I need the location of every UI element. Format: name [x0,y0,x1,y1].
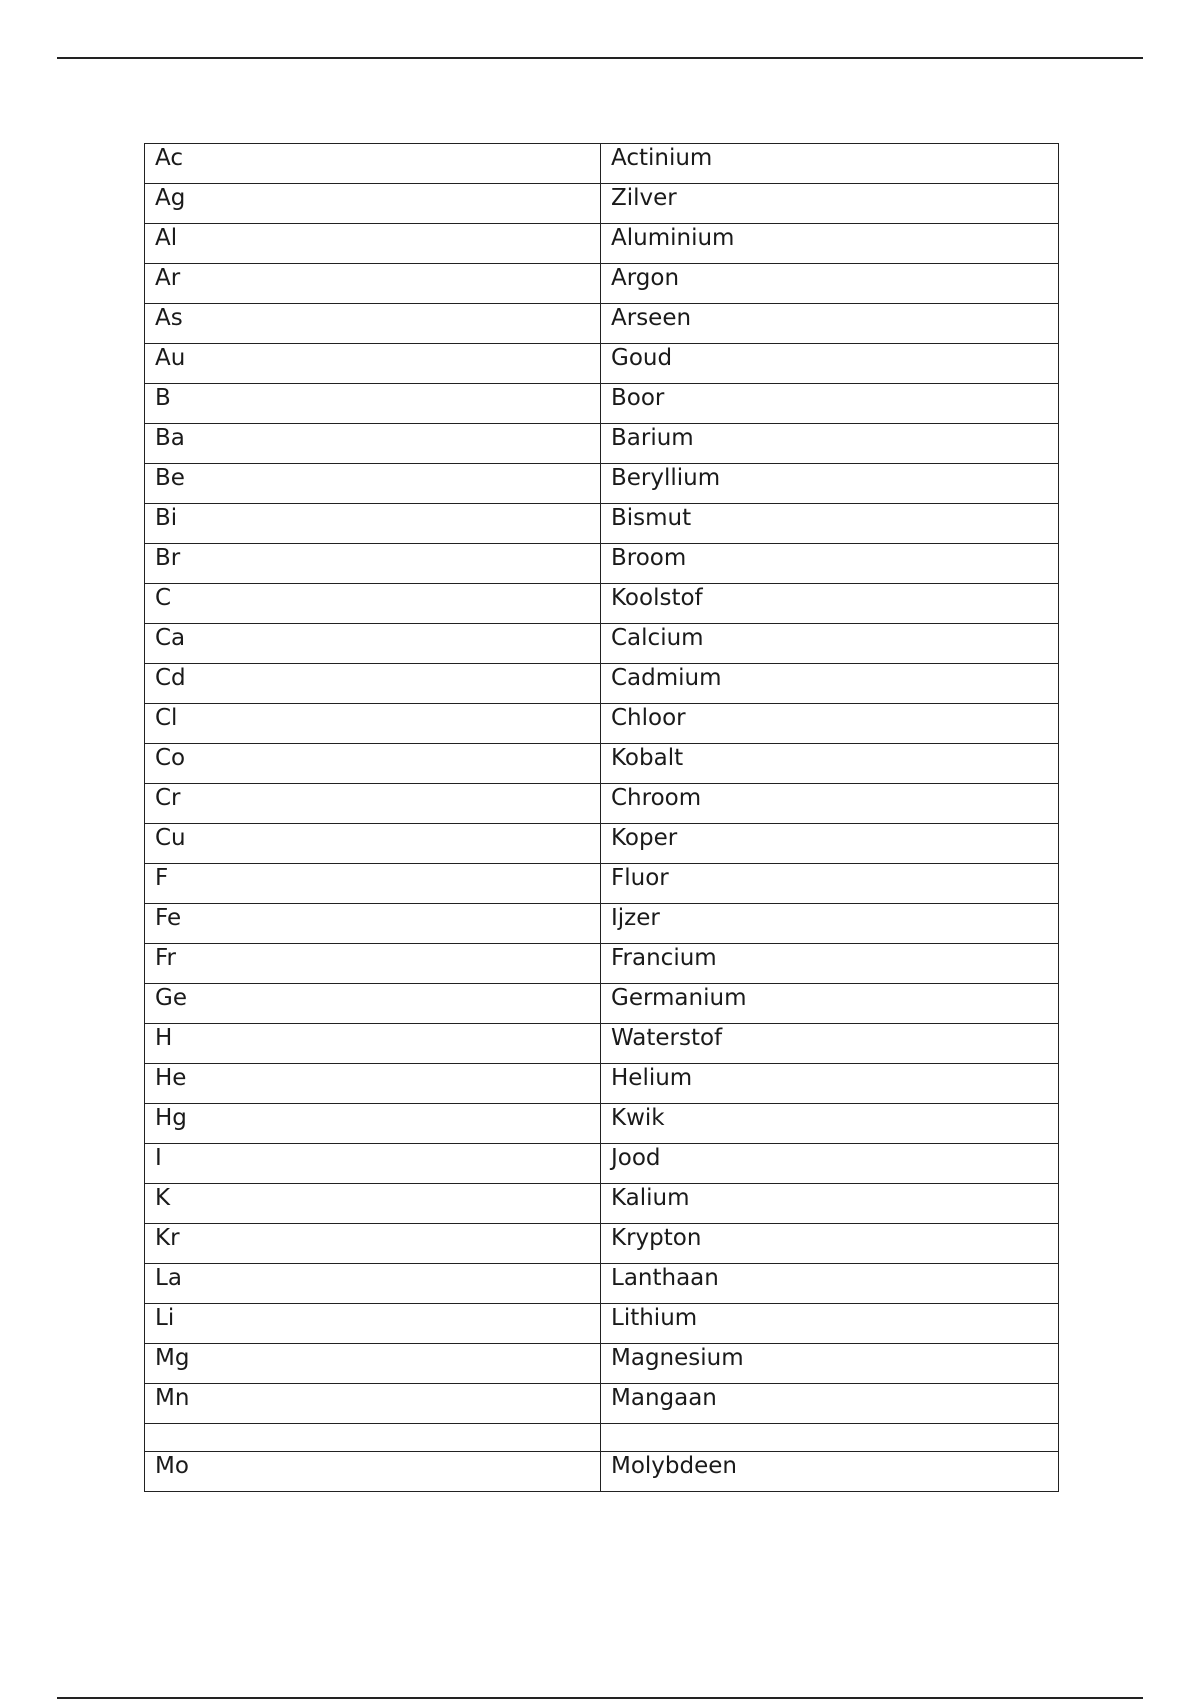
element-symbol-cell: Ge [145,984,601,1024]
element-name-cell: Koper [601,824,1059,864]
element-symbol-cell: Al [145,224,601,264]
table-row [145,144,1059,184]
table-row [145,1024,1059,1064]
element-name-cell: Actinium [601,144,1059,184]
element-name-cell: Beryllium [601,464,1059,504]
element-name-cell: Lithium [601,1304,1059,1344]
element-name-cell: Molybdeen [601,1452,1059,1492]
elements-table-body [145,144,1059,1492]
element-name-cell: Francium [601,944,1059,984]
element-name-cell: Germanium [601,984,1059,1024]
element-symbol-cell: Mo [145,1452,601,1492]
table-row [145,464,1059,504]
element-symbol-cell: Br [145,544,601,584]
table-row [145,1264,1059,1304]
table-row [145,1144,1059,1184]
element-name-cell: Waterstof [601,1024,1059,1064]
table-row [145,1304,1059,1344]
table-row [145,1224,1059,1264]
table-row [145,504,1059,544]
element-name-cell: Calcium [601,624,1059,664]
element-name-cell: Chloor [601,704,1059,744]
table-row [145,704,1059,744]
element-name-cell: Lanthaan [601,1264,1059,1304]
table-row [145,944,1059,984]
element-name-cell: Zilver [601,184,1059,224]
element-name-cell: Kalium [601,1184,1059,1224]
table-row [145,1344,1059,1384]
element-symbol-cell: La [145,1264,601,1304]
table-row [145,864,1059,904]
element-symbol-cell: K [145,1184,601,1224]
element-symbol-cell: B [145,384,601,424]
element-symbol-cell: Co [145,744,601,784]
element-symbol-cell: Cr [145,784,601,824]
element-symbol-cell: Cl [145,704,601,744]
element-symbol-cell: Mn [145,1384,601,1424]
element-symbol-cell: C [145,584,601,624]
table-row [145,264,1059,304]
elements-table [144,143,1059,1492]
element-symbol-cell: He [145,1064,601,1104]
element-name-cell: Bismut [601,504,1059,544]
table-row [145,1384,1059,1424]
header-rule [57,57,1143,59]
table-row [145,424,1059,464]
element-symbol-cell: Mg [145,1344,601,1384]
element-name-cell: Cadmium [601,664,1059,704]
element-symbol-cell: Ca [145,624,601,664]
element-name-cell: Kobalt [601,744,1059,784]
table-row [145,1064,1059,1104]
element-symbol-cell: I [145,1144,601,1184]
table-row [145,544,1059,584]
element-name-cell: Argon [601,264,1059,304]
table-row [145,1424,1059,1452]
table-row [145,984,1059,1024]
element-symbol-cell: Cu [145,824,601,864]
element-name-cell: Goud [601,344,1059,384]
table-row [145,624,1059,664]
element-symbol-cell: Ba [145,424,601,464]
table-row [145,224,1059,264]
element-name-cell: Boor [601,384,1059,424]
element-name-cell: Helium [601,1064,1059,1104]
element-symbol-cell: Au [145,344,601,384]
element-name-cell: Barium [601,424,1059,464]
element-name-cell: Chroom [601,784,1059,824]
table-row [145,744,1059,784]
element-symbol-cell: Fr [145,944,601,984]
table-row [145,184,1059,224]
footer-rule [57,1697,1143,1699]
element-symbol-cell: Ar [145,264,601,304]
element-name-cell: Arseen [601,304,1059,344]
table-row [145,584,1059,624]
element-symbol-cell: H [145,1024,601,1064]
element-name-cell: Mangaan [601,1384,1059,1424]
element-name-cell: Magnesium [601,1344,1059,1384]
element-symbol-cell: Li [145,1304,601,1344]
element-name-cell: Fluor [601,864,1059,904]
element-name-cell: Koolstof [601,584,1059,624]
element-symbol-cell: Kr [145,1224,601,1264]
table-row [145,664,1059,704]
element-symbol-cell: Cd [145,664,601,704]
table-row [145,1452,1059,1492]
table-row [145,1184,1059,1224]
element-symbol-cell: F [145,864,601,904]
element-name-cell: Kwik [601,1104,1059,1144]
table-row [145,304,1059,344]
element-name-cell: Krypton [601,1224,1059,1264]
table-row [145,904,1059,944]
element-name-cell [601,1424,1059,1452]
table-row [145,1104,1059,1144]
table-row [145,824,1059,864]
table-row [145,384,1059,424]
element-symbol-cell: Bi [145,504,601,544]
table-row [145,784,1059,824]
element-symbol-cell: Be [145,464,601,504]
element-symbol-cell: Fe [145,904,601,944]
element-symbol-cell [145,1424,601,1452]
element-symbol-cell: Ag [145,184,601,224]
element-symbol-cell: Ac [145,144,601,184]
element-name-cell: Broom [601,544,1059,584]
element-name-cell: Ijzer [601,904,1059,944]
element-name-cell: Jood [601,1144,1059,1184]
element-symbol-cell: As [145,304,601,344]
element-name-cell: Aluminium [601,224,1059,264]
element-symbol-cell: Hg [145,1104,601,1144]
table-row [145,344,1059,384]
